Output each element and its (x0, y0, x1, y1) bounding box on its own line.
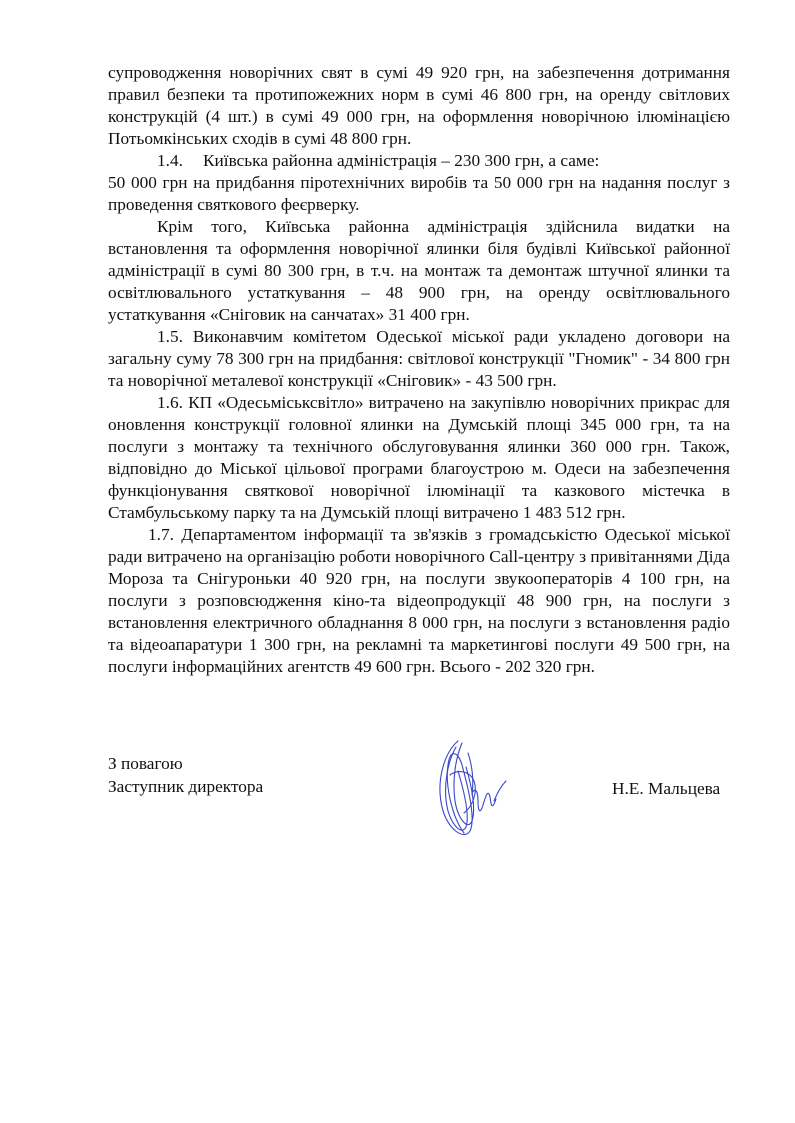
closing-regards: З повагою (108, 754, 183, 773)
document-body (108, 62, 730, 678)
paragraph-kyiv-district-fireworks: 50 000 грн на придбання піротехнічних виробів та 50 000 грн на надання послуг з проведення святкового феєрверку. (108, 173, 730, 214)
section-title: Київська районна адміністрація – 230 300 грн, а саме: (203, 151, 600, 170)
signer-name: Н.Е. Мальцева (612, 779, 721, 798)
signer-position: Заступник директора (108, 777, 264, 796)
paragraph-kyiv-district-tree: Крім того, Київська районна адміністрація здійснила видатки на встановлення та оформлення новорічної ялинки біля будівлі Київської районної адміністрації в сумі 80 300 грн, в т.ч. на монтаж та демонтаж штучної ялинки та освітлювального устаткування – 48 900 грн, на оренду освітлювального устаткування «Сніговик на санчатах» 31 400 грн. (108, 217, 730, 324)
paragraph-section-1-7: 1.7. Департаментом інформації та зв'язків з громадськістю Одеської міської ради витрачено на організацію роботи новорічного Call-центру з привітаннями Діда Мороза та Снігуроньки 40 920 грн, на послуги звукооператорів 4 100 грн, на послуги з розповсюдження кіно-та відеопродукції 48 900 грн, на послуги з встановлення електричного обладнання 8 000 грн, на послуги з встановлення радіо та відеоапаратури 1 300 грн, на рекламні та маркетингові послуги 49 500 грн, на послуги інформаційних агентств 49 600 грн. Всього - 202 320 грн. (108, 525, 730, 676)
section-1-4-heading (108, 150, 730, 172)
section-number: 1.4. (157, 151, 183, 170)
paragraph-section-1-5: 1.5. Виконавчим комітетом Одеської міської ради укладено договори на загальну суму 78 300 грн на придбання: світлової конструкції "Гномик" - 34 800 грн та новорічної металевої конструкції «Сніговик» - 43 500 грн. (108, 327, 730, 390)
handwritten-signature (428, 735, 510, 847)
paragraph-new-year-expenses: супроводження новорічних свят в сумі 49 920 грн, на забезпечення дотримання правил безпеки та протипожежних норм в сумі 46 800 грн, на оренду світлових конструкцій (4 шт.) в сумі 49 000 грн, на оформлення новорічною ілюмінацією Потьомкінських сходів в сумі 48 800 грн. (108, 63, 730, 148)
paragraph-section-1-6: 1.6. КП «Одесьміськсвітло» витрачено на закупівлю новорічних прикрас для оновлення конструкції головної ялинки на Думській площі 345 000 грн, та на послуги з монтажу та технічного обслуговування ялинки 360 000 грн. Також, відповідно до Міської цільової програми благоустрою м. Одеси на забезпечення функціонування святкової новорічної ілюмінації та казкового містечка в Стамбульському парку та на Думській площі витрачено 1 483 512 грн. (108, 393, 730, 522)
